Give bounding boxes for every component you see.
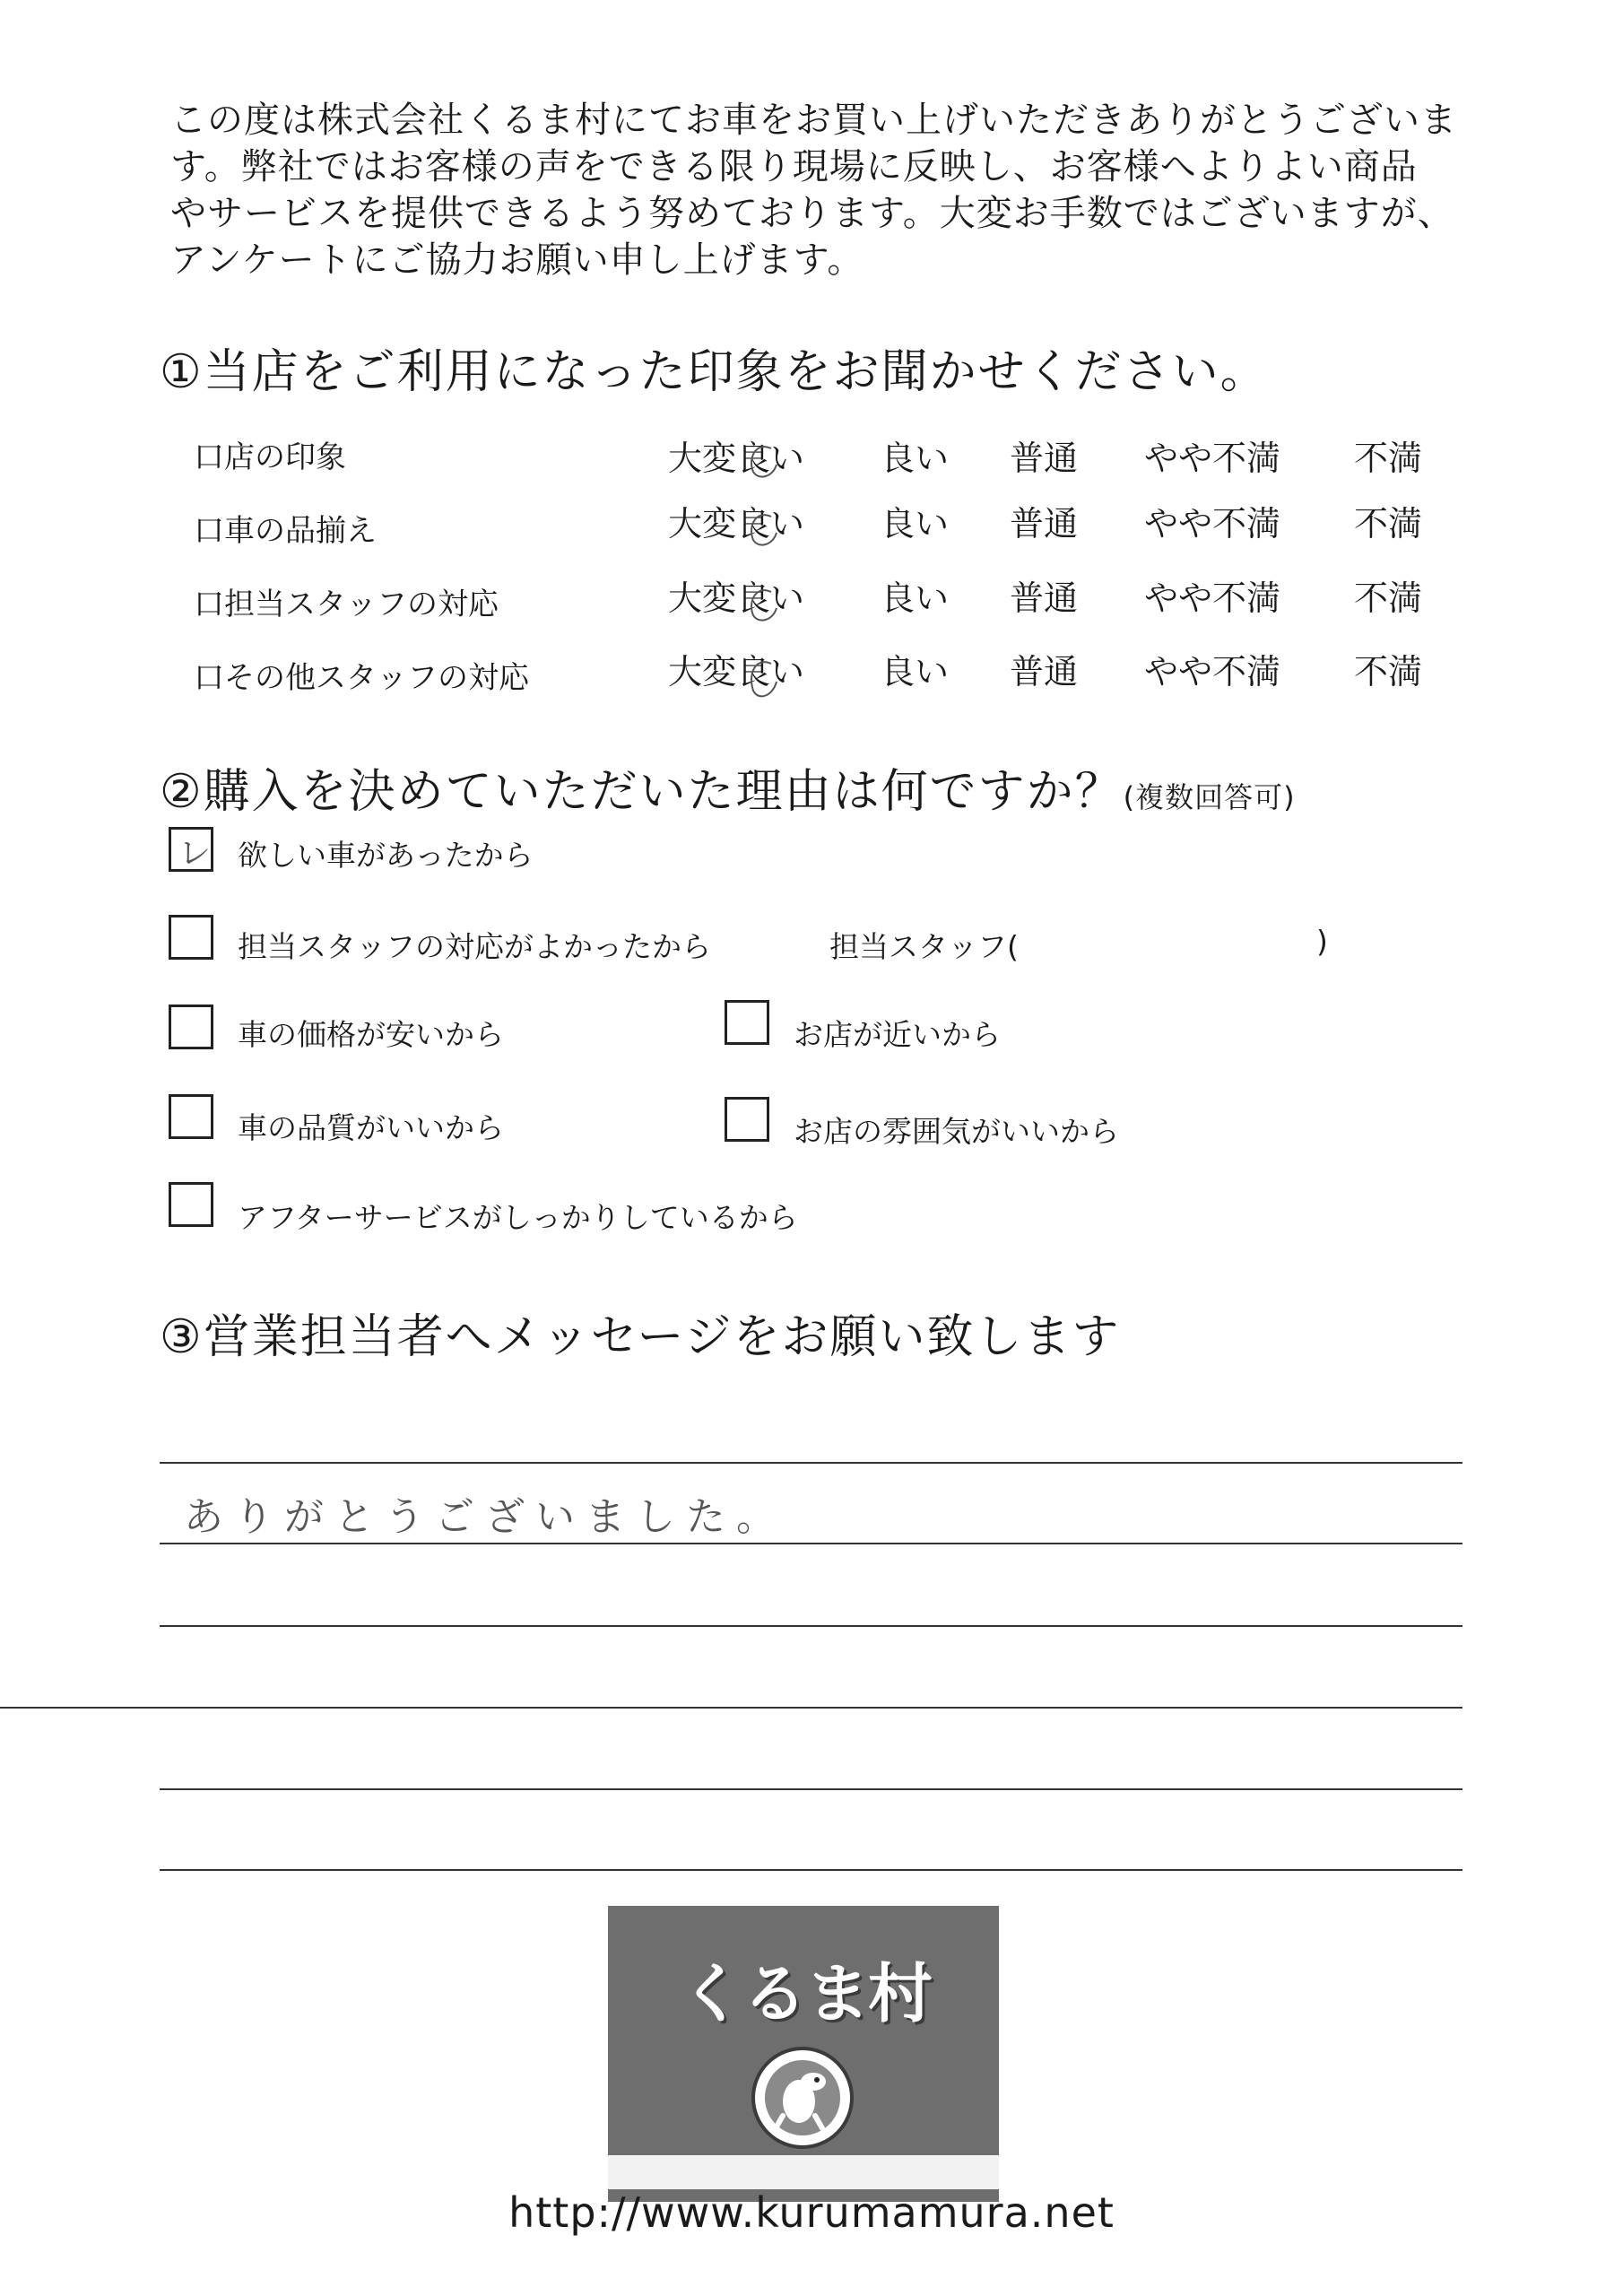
reason-label: お店が近いから [794,1017,1001,1052]
reason-checkbox[interactable] [169,1094,213,1139]
intro-line: この度は株式会社くるま村にてお車をお買い上げいただきありがとうございま [170,100,1457,141]
selection-circle-mark [751,515,777,544]
website-url[interactable]: http://www.kurumamura.net [508,2188,1115,2237]
reason-checkbox[interactable] [725,1000,769,1045]
message-rule [160,1543,1462,1544]
q1-option[interactable]: 大変良い [668,652,805,691]
q1-option[interactable]: 不満 [1354,439,1423,478]
message-rule [160,1869,1462,1871]
q1-option[interactable]: 普通 [1010,652,1079,691]
q3-heading: ③営業担当者へメッセージをお願い致します [160,1310,1121,1364]
staff-name-input[interactable] [1031,924,1300,960]
q1-option[interactable]: 良い [881,652,950,691]
q1-option[interactable]: やや不満 [1144,578,1281,618]
selection-circle-mark [751,447,777,476]
reason-label: 車の品質がいいから [238,1110,504,1145]
q1-option[interactable]: 普通 [1010,504,1079,544]
q2-note: (複数回答可) [1123,780,1296,814]
q1-option[interactable]: やや不満 [1144,439,1281,478]
reason-checkbox[interactable] [169,827,213,872]
reason-label: 欲しい車があったから [238,838,534,873]
selection-circle-marks [735,422,789,726]
q1-item-label: 口店の印象 [194,439,346,475]
q1-item-label: 口担当スタッフの対応 [194,587,499,622]
q1-option[interactable]: 大変良い [668,439,805,478]
q1-option[interactable]: やや不満 [1144,652,1281,691]
logo-text: くるま村 [680,1956,932,2031]
message-rule [160,1462,1462,1464]
check-mark: レ [178,835,212,872]
q1-option[interactable]: やや不満 [1144,504,1281,544]
q1-option[interactable]: 良い [881,578,950,618]
q1-option[interactable]: 不満 [1354,652,1423,691]
selection-circle-mark [751,662,777,696]
q1-item-label: 口その他スタッフの対応 [194,660,529,696]
intro-paragraph [170,97,1480,283]
q1-option[interactable]: 大変良い [668,504,805,544]
selection-circle-mark [751,590,777,620]
kurumamura-logo [608,1906,999,2202]
staff-field-close: ) [1316,924,1328,959]
q1-option[interactable]: 不満 [1354,578,1423,618]
q1-option[interactable]: 普通 [1010,578,1079,618]
message-rule [160,1625,1462,1627]
q1-heading: ①当店をご利用になった印象をお聞かせください。 [160,345,1269,399]
reason-label: お店の雰囲気がいいから [794,1114,1119,1149]
handwritten-message[interactable]: ありがとうございました。 [184,1494,786,1540]
q1-option[interactable]: 良い [881,439,950,478]
q1-option[interactable]: 良い [881,504,950,544]
q2-heading [160,753,1296,821]
message-rule [160,1788,1462,1790]
reason-label: 担当スタッフの対応がよかったから [238,929,711,964]
staff-field-label: 担当スタッフ( [829,929,1019,964]
intro-line: アンケートにご協力お願い申し上げます。 [170,239,864,281]
q1-option[interactable]: 普通 [1010,439,1079,478]
q1-option[interactable]: 大変良い [668,578,805,618]
intro-line: す。弊社ではお客様の声をできる限り現場に反映し、お客様へよりよい商品 [170,146,1418,187]
reason-label: アフターサービスがしっかりしているから [238,1200,798,1235]
reason-checkbox[interactable] [169,1182,213,1227]
message-rule [0,1707,1462,1709]
q1-item-label: 口車の品揃え [194,513,377,549]
q1-option[interactable]: 不満 [1354,504,1423,544]
q2-heading-text: ②購入を決めていただいた理由は何ですか？ [160,765,1124,819]
reason-checkbox[interactable] [725,1097,769,1142]
reason-checkbox[interactable] [169,1004,213,1049]
mascot-emblem-icon [747,2042,859,2150]
logo-band [608,2155,999,2189]
intro-line: やサービスを提供できるよう努めております。大変お手数ではございますが、 [170,193,1454,234]
reason-label: 車の価格が安いから [238,1017,504,1052]
reason-checkbox[interactable] [169,915,213,960]
